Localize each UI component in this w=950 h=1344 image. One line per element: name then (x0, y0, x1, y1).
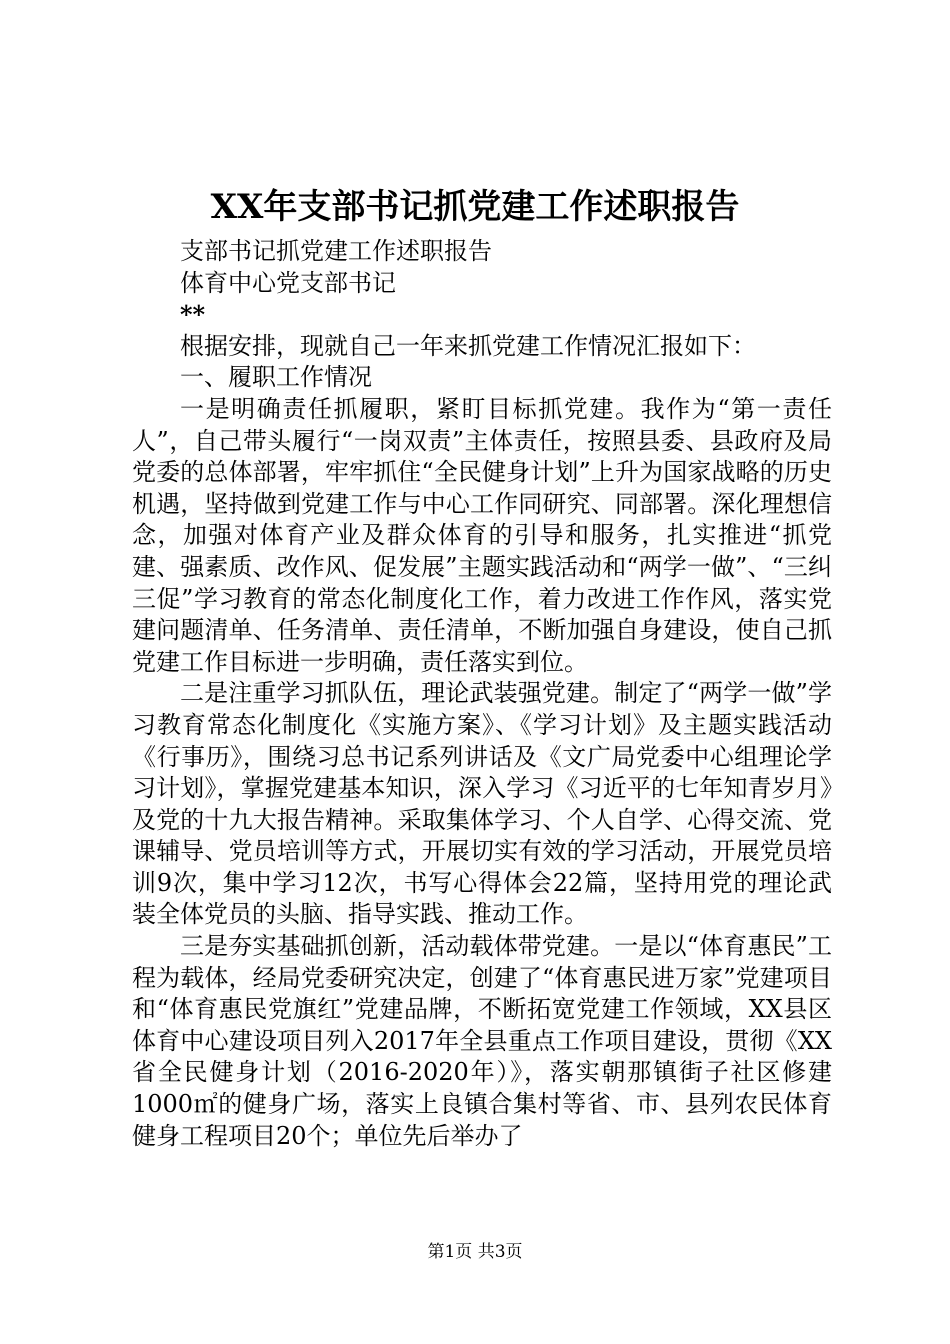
author-title: 体育中心党支部书记 (180, 268, 396, 297)
paragraph-2: 二是注重学习抓队伍，理论武装强党建。制定了“两学一做”学习教育常态化制度化《实施方案》、《学习计划》及主题实践活动《行事历》，围绕习总书记系列讲话及《文广局党委中心组理论学习计划》，掌握党建基本知识，深入学习《习近平的七年知青岁月》及党的十九大报告精神。采取集体学习、个人自学、心得交流、党课辅导、党员培训等方式，开展切实有效的学习活动，开展党员培训9次，集中学习12次，书写心得体会22篇，坚持用党的理论武装全体党员的头脑、指导实践、推动工作。 (132, 679, 832, 929)
intro-paragraph: 根据安排，现就自己一年来抓党建工作情况汇报如下： (180, 331, 756, 360)
paragraph-3: 三是夯实基础抓创新，活动载体带党建。一是以“体育惠民”工程为载体，经局党委研究决定，创建了“体育惠民进万家”党建项目和“体育惠民党旗红”党建品牌，不断拓宽党建工作领域，XX县区体育中心建设项目列入2017年全县重点工作项目建设，贯彻《XX省全民健身计划（2016-2020年）》，落实朝那镇街子社区修建1000㎡的健身广场，落实上良镇合集村等省、市、县列农民体育健身工程项目20个；单位先后举办了 (132, 932, 832, 1150)
author-name: ** (180, 300, 206, 330)
section-heading: 一、履职工作情况 (180, 363, 372, 392)
paragraph-1: 一是明确责任抓履职，紧盯目标抓党建。我作为“第一责任人”，自己带头履行“一岗双责”主体责任，按照县委、县政府及局党委的总体部署，牢牢抓住“全民健身计划”上升为国家战略的历史机遇，坚持做到党建工作与中心工作同研究、同部署。深化理想信念，加强对体育产业及群众体育的引导和服务，扎实推进“抓党建、强素质、改作风、促发展”主题实践活动和“两学一做”、“三纠三促”学习教育的常态化制度化工作，着力改进工作作风，落实党建问题清单、任务清单、责任清单，不断加强自身建设，使自己抓党建工作目标进一步明确，责任落实到位。 (132, 394, 832, 676)
document-subtitle: 支部书记抓党建工作述职报告 (180, 237, 492, 265)
page-footer: 第1页 共3页 (427, 1242, 523, 1262)
document-body (132, 236, 832, 1152)
document-title: XX年支部书记抓党建工作述职报告 (210, 187, 740, 227)
